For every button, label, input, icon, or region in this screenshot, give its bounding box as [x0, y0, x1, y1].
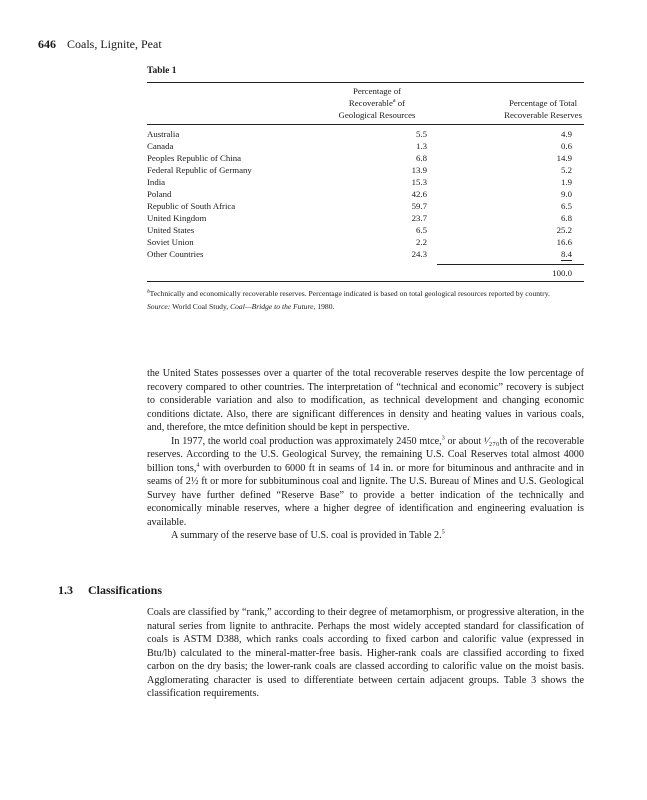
cell-total-pct-value: 6.5 — [561, 201, 572, 211]
body-text-upper — [147, 367, 584, 543]
cell-total-pct — [427, 152, 584, 164]
cell-total-pct — [427, 128, 584, 140]
col-header-geological: Percentage of Recoverable$^a$ of Geological Resources — [338, 86, 416, 120]
section-title: Classifications — [88, 583, 163, 597]
cell-total-pct-value: 5.2 — [561, 165, 572, 175]
table-row — [147, 140, 584, 152]
cell-country: Canada — [147, 141, 174, 151]
table-total-row — [147, 265, 584, 281]
section-heading — [58, 583, 162, 598]
running-header — [38, 37, 162, 52]
cell-total-pct-value: 16.6 — [556, 237, 572, 247]
cell-total-pct — [427, 176, 584, 188]
cell-total-pct — [427, 188, 584, 200]
table-row — [147, 176, 584, 188]
cell-geological-pct: 15.3 — [411, 177, 427, 187]
paragraph-3: A summary of the reserve base of U.S. coal is provided in Table 2.$^5$ — [171, 529, 445, 541]
paragraph-2: In 1977, the world coal production was approximately 2450 mtce,$^3$ or about ¹⁄₂₇₀th of the recoverable reserves. According to the U.S. Geological Survey, the remaining U.S. Coal Reserves total almost 4000 billion tons,$^4$ with overburden to 6000 ft in seams of 14 in. or more for bituminous and anthracite and in seams of 2½ ft or more for subbituminous coal and lignite. The U.S. Bureau of Mines and U.S. Geological Survey have further defined “Reserve Base” to provide a better indication of the technically and economically minable reserves, where a higher degree of identification and engineering evaluation is available. — [147, 435, 585, 528]
cell-total-pct — [427, 224, 584, 236]
table-row — [147, 152, 584, 164]
cell-total-pct-value: 4.9 — [561, 129, 572, 139]
section-number: 1.3 — [58, 583, 73, 597]
cell-total-pct — [427, 140, 584, 152]
table-row — [147, 212, 584, 224]
cell-country: Australia — [147, 129, 180, 139]
table-footnote: $^a$Technically and economically recoverable reserves. Percentage indicated is based on total geological resources reported by country. — [147, 288, 550, 298]
cell-country: Soviet Union — [147, 237, 194, 247]
table-row — [147, 236, 584, 248]
page-number: 646 — [38, 37, 56, 51]
cell-country: United Kingdom — [147, 213, 207, 223]
cell-geological-pct: 24.3 — [411, 249, 427, 259]
table-1 — [147, 66, 584, 312]
cell-total-pct — [427, 200, 584, 212]
cell-geological-pct: 6.8 — [416, 153, 427, 163]
cell-total-pct-value: 8.4 — [561, 249, 572, 259]
cell-country: United States — [147, 225, 195, 235]
cell-total-pct — [427, 248, 584, 261]
cell-total-pct-value: 0.6 — [561, 141, 572, 151]
cell-geological-pct: 5.5 — [416, 129, 427, 139]
cell-geological-pct: 59.7 — [411, 201, 427, 211]
table-row — [147, 164, 584, 176]
table-row — [147, 224, 584, 236]
cell-total-pct — [427, 236, 584, 248]
cell-country: Other Countries — [147, 249, 204, 259]
cell-total-pct-value: 6.8 — [561, 213, 572, 223]
cell-country: Federal Republic of Germany — [147, 165, 252, 175]
cell-country: India — [147, 177, 166, 187]
paragraph-1: the United States possesses over a quarter of the total recoverable reserves despite the low percentage of recovery compared to other countries. The interpretation of “technical and economic” recovery is subject to considerable variation and also to modification, as technical development and changing economic conditions dictate. Also, there are significant differences in density and heating values in various coals, and, therefore, the mtce definition should be kept in perspective. — [147, 368, 584, 433]
body-text-classifications — [147, 606, 584, 701]
table-row — [147, 248, 584, 261]
cell-total-pct-value: 9.0 — [561, 189, 572, 199]
cell-total-pct-value: 14.9 — [556, 153, 572, 163]
cell-geological-pct: 6.5 — [416, 225, 427, 235]
table-source: Source: World Coal Study, Coal—Bridge to the Future, 1980. — [147, 302, 335, 311]
cell-country: Peoples Republic of China — [147, 153, 242, 163]
table-body — [147, 125, 584, 264]
table-row — [147, 200, 584, 212]
cell-geological-pct: 42.6 — [411, 189, 427, 199]
col-header-total: Percentage of Total Recoverable Reserves — [504, 98, 582, 120]
cell-geological-pct: 1.3 — [416, 141, 427, 151]
table-label: Table 1 — [147, 66, 177, 76]
cell-country: Poland — [147, 189, 172, 199]
cell-total-pct-value: 25.2 — [556, 225, 572, 235]
cell-total-pct — [427, 164, 584, 176]
table-total: 100.0 — [552, 268, 572, 278]
table-header — [147, 83, 584, 124]
cell-country: Republic of South Africa — [147, 201, 236, 211]
cell-geological-pct: 2.2 — [416, 237, 427, 247]
table-row — [147, 188, 584, 200]
cell-geological-pct: 13.9 — [411, 165, 427, 175]
table-bottom-rule — [147, 281, 584, 282]
cell-geological-pct: 23.7 — [411, 213, 427, 223]
cell-total-pct — [427, 212, 584, 224]
running-title: Coals, Lignite, Peat — [67, 37, 162, 51]
paragraph-classifications: Coals are classified by “rank,” according to their degree of metamorphism, or progressive alteration, in the natural series from lignite to anthracite. Perhaps the most widely accepted standard for classification of coals is ASTM D388, which ranks coals according to fixed carbon and calorific value (expressed in Btu/lb) calculated to the mineral-matter-free basis. Higher-rank coals are classified according to fixed carbon on the dry basis; the lower-rank coals are classed according to calorific value on the moist basis. Agglomerating character is used to differentiate between certain adjacent groups. Table 3 shows the classification requirements. — [147, 607, 584, 699]
table-row — [147, 128, 584, 140]
cell-total-pct-value: 1.9 — [561, 177, 572, 187]
